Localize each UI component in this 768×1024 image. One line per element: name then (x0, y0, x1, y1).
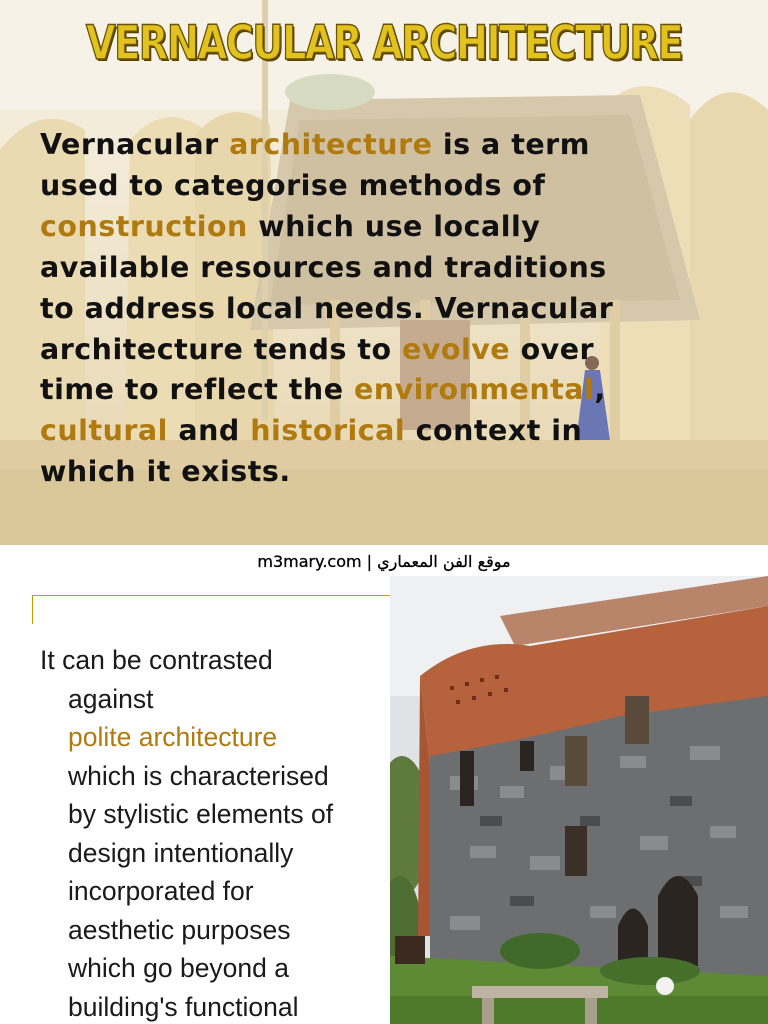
slide-2 (0, 576, 768, 1024)
slide-2-body-text (40, 641, 398, 1024)
text-line: design intentionally (68, 837, 294, 868)
credit-strip (0, 545, 768, 576)
slide-title: VERNACULAR ARCHITECTURE (85, 16, 683, 71)
highlighted-term: environmental (353, 373, 595, 407)
text-line: incorporated for (68, 876, 254, 906)
body-text-run: over time to reflect the (40, 332, 595, 407)
body-text-run: and (167, 414, 251, 448)
body-text-run: , (594, 373, 606, 407)
watermark-credit (0, 553, 768, 571)
body-text-run: Vernacular (40, 128, 230, 161)
accent-rule (32, 595, 390, 624)
highlighted-term: historical (250, 414, 406, 448)
credit-separator: | (366, 552, 373, 571)
text-line: It can be contrasted (40, 645, 273, 675)
text-line: which is characterised (68, 760, 329, 791)
body-text-run: is a term used to categorise methods of (40, 128, 590, 202)
credit-site: m3mary.com (257, 552, 362, 571)
body-text-run: which use locally available resources and traditions to address local needs. Vernacular architecture tends to (40, 209, 614, 366)
highlighted-term: architecture (229, 128, 433, 161)
highlighted-term: construction (40, 209, 248, 243)
text-line: by stylistic elements of (68, 799, 334, 829)
highlighted-term: cultural (40, 414, 168, 448)
stone-building-photo (390, 576, 768, 1024)
credit-arabic: موقع الفن المعماري (377, 552, 511, 571)
slide-1-body-text (40, 125, 650, 493)
highlighted-term: evolve (401, 332, 511, 366)
body-text-run: context in which it exists. (40, 414, 583, 489)
text-line: which go beyond a (68, 953, 289, 983)
text-line: building's functional (68, 991, 299, 1022)
polite-architecture-highlight: polite architecture (68, 722, 278, 752)
text-line: against (68, 683, 154, 714)
text-line: aesthetic purposes (68, 914, 291, 945)
